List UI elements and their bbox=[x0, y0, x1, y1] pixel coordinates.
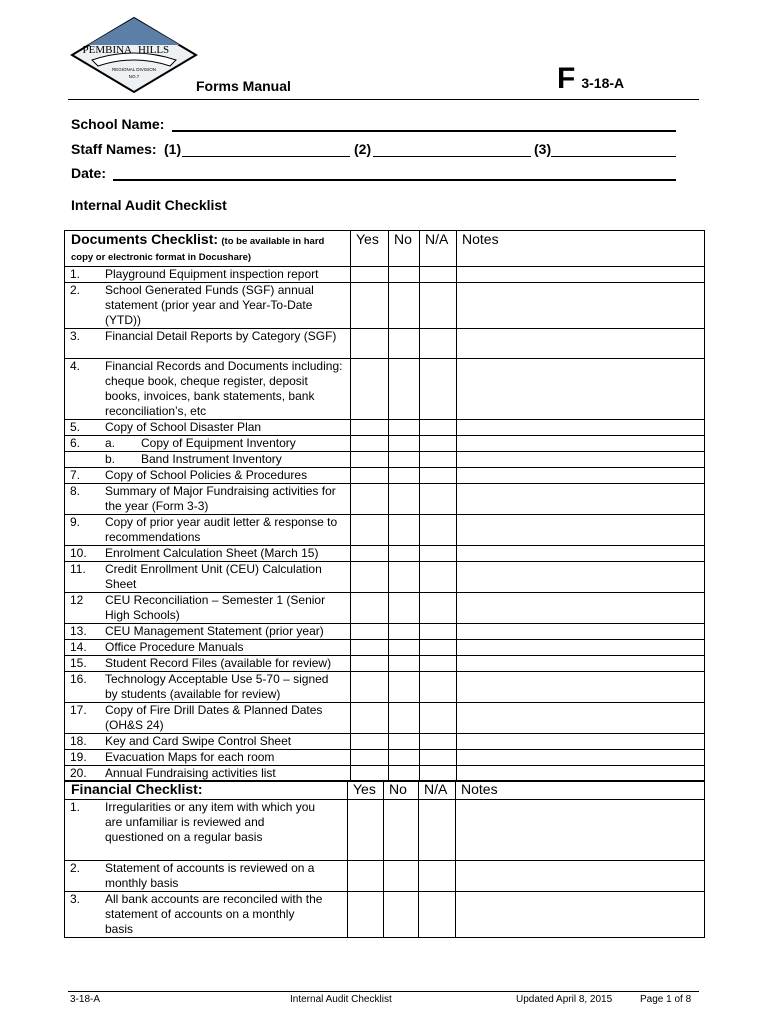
doc-no-cell[interactable] bbox=[389, 468, 420, 484]
col-na: N/A bbox=[420, 231, 457, 267]
fin-no-cell[interactable] bbox=[384, 800, 419, 861]
doc-notes-cell[interactable] bbox=[457, 672, 705, 703]
doc-no-cell[interactable] bbox=[389, 283, 420, 329]
fin-notes-cell[interactable] bbox=[456, 800, 705, 861]
doc-yes-cell[interactable] bbox=[351, 734, 389, 750]
doc-row bbox=[65, 484, 705, 515]
fin-item-number: 3. bbox=[70, 892, 81, 906]
doc-no-cell[interactable] bbox=[389, 750, 420, 766]
doc-item-number: 7. bbox=[70, 468, 81, 482]
doc-notes-cell[interactable] bbox=[457, 750, 705, 766]
doc-no-cell[interactable] bbox=[389, 484, 420, 515]
form-code bbox=[557, 62, 624, 96]
doc-item-number: 2. bbox=[70, 283, 81, 297]
doc-item bbox=[65, 750, 351, 766]
doc-notes-cell[interactable] bbox=[457, 546, 705, 562]
doc-notes-cell[interactable] bbox=[457, 452, 705, 468]
footer-page: Page 1 of 8 bbox=[640, 994, 692, 1005]
doc-row bbox=[65, 468, 705, 484]
doc-no-cell[interactable] bbox=[389, 452, 420, 468]
doc-notes-cell[interactable] bbox=[457, 624, 705, 640]
doc-row bbox=[65, 640, 705, 656]
doc-row bbox=[65, 546, 705, 562]
doc-item-number: 18. bbox=[70, 734, 87, 748]
documents-checklist-table bbox=[64, 230, 705, 782]
doc-yes-cell[interactable] bbox=[351, 593, 389, 624]
doc-item-number: 16. bbox=[70, 672, 87, 686]
school-name-field[interactable] bbox=[172, 130, 676, 132]
doc-row bbox=[65, 420, 705, 436]
form-letter: F bbox=[557, 62, 576, 95]
doc-item-number: 11. bbox=[70, 562, 86, 576]
doc-item-text: Band Instrument Inventory bbox=[141, 452, 282, 466]
doc-item-sub: b. bbox=[105, 452, 116, 466]
doc-yes-cell[interactable] bbox=[351, 420, 389, 436]
doc-item-number: 13. bbox=[70, 624, 87, 638]
doc-na-cell[interactable] bbox=[420, 672, 457, 703]
doc-row bbox=[65, 515, 705, 546]
doc-yes-cell[interactable] bbox=[351, 452, 389, 468]
fin-item-number: 1. bbox=[70, 800, 81, 814]
school-name-label: School Name: bbox=[71, 116, 165, 132]
doc-item-text: CEU Reconciliation – Semester 1 (Senior High Schools) bbox=[105, 593, 326, 622]
doc-notes-cell[interactable] bbox=[457, 267, 705, 283]
doc-yes-cell[interactable] bbox=[351, 267, 389, 283]
financial-checklist-header bbox=[65, 781, 348, 800]
financial-checklist-title: Financial Checklist: bbox=[71, 781, 203, 797]
doc-item-text: Copy of Equipment Inventory bbox=[141, 436, 296, 450]
doc-no-cell[interactable] bbox=[389, 329, 420, 359]
col-notes: Notes bbox=[457, 231, 705, 267]
doc-item bbox=[65, 267, 351, 283]
doc-na-cell[interactable] bbox=[420, 452, 457, 468]
doc-notes-cell[interactable] bbox=[457, 656, 705, 672]
doc-item bbox=[65, 420, 351, 436]
doc-na-cell[interactable] bbox=[420, 656, 457, 672]
doc-item-number: 12 bbox=[70, 593, 84, 607]
doc-notes-cell[interactable] bbox=[457, 468, 705, 484]
staff-names-label: Staff Names: bbox=[71, 141, 157, 157]
doc-notes-cell[interactable] bbox=[457, 703, 705, 734]
doc-item-number: 3. bbox=[70, 329, 81, 343]
doc-item bbox=[65, 546, 351, 562]
doc-na-cell[interactable] bbox=[420, 734, 457, 750]
doc-item-text: Copy of prior year audit letter & response to recommendations bbox=[105, 515, 338, 544]
doc-notes-cell[interactable] bbox=[457, 515, 705, 546]
fin-row bbox=[65, 800, 705, 861]
doc-notes-cell[interactable] bbox=[457, 329, 705, 359]
doc-yes-cell[interactable] bbox=[351, 546, 389, 562]
footer-code: 3-18-A bbox=[70, 994, 101, 1005]
doc-yes-cell[interactable] bbox=[351, 329, 389, 359]
doc-item-text: Evacuation Maps for each room bbox=[105, 750, 275, 764]
fin-no-cell[interactable] bbox=[384, 861, 419, 892]
header-divider bbox=[68, 99, 699, 100]
doc-notes-cell[interactable] bbox=[457, 484, 705, 515]
doc-notes-cell[interactable] bbox=[457, 734, 705, 750]
doc-na-cell[interactable] bbox=[420, 546, 457, 562]
doc-row bbox=[65, 283, 705, 329]
doc-row bbox=[65, 672, 705, 703]
form-number: 3-18-A bbox=[581, 75, 625, 91]
doc-na-cell[interactable] bbox=[420, 468, 457, 484]
fin-no-cell[interactable] bbox=[384, 892, 419, 938]
doc-na-cell[interactable] bbox=[420, 593, 457, 624]
doc-item bbox=[65, 436, 351, 452]
doc-no-cell[interactable] bbox=[389, 703, 420, 734]
doc-item-text: Office Procedure Manuals bbox=[105, 640, 244, 654]
doc-item bbox=[65, 593, 351, 624]
fin-yes-cell[interactable] bbox=[348, 892, 384, 938]
doc-row bbox=[65, 703, 705, 734]
date-label: Date: bbox=[71, 165, 107, 181]
doc-item bbox=[65, 640, 351, 656]
fin-item bbox=[65, 861, 348, 892]
fin-yes-cell[interactable] bbox=[348, 800, 384, 861]
doc-yes-cell[interactable] bbox=[351, 640, 389, 656]
doc-item-number: 8. bbox=[70, 484, 81, 498]
doc-item-text: Financial Detail Reports by Category (SGF) bbox=[105, 329, 337, 343]
checklist-title: Internal Audit Checklist bbox=[71, 197, 227, 213]
doc-item bbox=[65, 734, 351, 750]
doc-item-number: 15. bbox=[70, 656, 87, 670]
doc-no-cell[interactable] bbox=[389, 420, 420, 436]
doc-item-number: 17. bbox=[70, 703, 87, 717]
doc-row bbox=[65, 750, 705, 766]
fin-item bbox=[65, 800, 348, 861]
doc-na-cell[interactable] bbox=[420, 703, 457, 734]
doc-yes-cell[interactable] bbox=[351, 359, 389, 420]
staff-3-field[interactable] bbox=[551, 156, 676, 157]
doc-row bbox=[65, 436, 705, 452]
doc-notes-cell[interactable] bbox=[457, 640, 705, 656]
logo-text-4: NO.7 bbox=[128, 74, 140, 79]
doc-na-cell[interactable] bbox=[420, 750, 457, 766]
doc-item bbox=[65, 468, 351, 484]
doc-item bbox=[65, 283, 351, 329]
doc-item bbox=[65, 672, 351, 703]
doc-item-text: Student Record Files (available for review) bbox=[105, 656, 332, 670]
fin-na-cell[interactable] bbox=[419, 800, 456, 861]
doc-notes-cell[interactable] bbox=[457, 283, 705, 329]
doc-notes-cell[interactable] bbox=[457, 359, 705, 420]
fin-col-notes: Notes bbox=[456, 781, 705, 800]
doc-no-cell[interactable] bbox=[389, 546, 420, 562]
footer-divider bbox=[68, 991, 699, 992]
doc-item-text: School Generated Funds (SGF) annual statement (prior year and Year-To-Date (YTD)) bbox=[105, 283, 314, 327]
doc-item-number: 9. bbox=[70, 515, 81, 529]
logo-text-3: REGIONAL DIVISION bbox=[111, 67, 157, 72]
doc-notes-cell[interactable] bbox=[457, 593, 705, 624]
doc-na-cell[interactable] bbox=[420, 359, 457, 420]
doc-yes-cell[interactable] bbox=[351, 436, 389, 452]
fin-item-text: Irregularities or any item with which you are unfamiliar is reviewed and questioned on a regular basis bbox=[105, 800, 316, 844]
fin-row bbox=[65, 861, 705, 892]
doc-item-text: Playground Equipment inspection report bbox=[105, 267, 319, 281]
footer-title: Internal Audit Checklist bbox=[290, 994, 392, 1005]
doc-item bbox=[65, 562, 351, 593]
doc-na-cell[interactable] bbox=[420, 624, 457, 640]
doc-no-cell[interactable] bbox=[389, 593, 420, 624]
doc-item bbox=[65, 703, 351, 734]
doc-no-cell[interactable] bbox=[389, 734, 420, 750]
footer-updated: Updated April 8, 2015 bbox=[516, 994, 613, 1005]
doc-row bbox=[65, 267, 705, 283]
doc-yes-cell[interactable] bbox=[351, 703, 389, 734]
doc-row bbox=[65, 624, 705, 640]
doc-yes-cell[interactable] bbox=[351, 484, 389, 515]
staff-1-label: (1) bbox=[164, 141, 182, 157]
doc-na-cell[interactable] bbox=[420, 420, 457, 436]
doc-row bbox=[65, 734, 705, 750]
doc-row bbox=[65, 562, 705, 593]
documents-checklist-header bbox=[65, 231, 351, 267]
doc-no-cell[interactable] bbox=[389, 656, 420, 672]
doc-no-cell[interactable] bbox=[389, 267, 420, 283]
doc-item-text: CEU Management Statement (prior year) bbox=[105, 624, 324, 638]
doc-yes-cell[interactable] bbox=[351, 656, 389, 672]
date-field[interactable] bbox=[113, 179, 676, 181]
doc-no-cell[interactable] bbox=[389, 562, 420, 593]
fin-notes-cell[interactable] bbox=[456, 892, 705, 938]
doc-item-number: 10. bbox=[70, 546, 87, 560]
doc-item bbox=[65, 452, 351, 468]
staff-2-label: (2) bbox=[354, 141, 372, 157]
doc-row bbox=[65, 593, 705, 624]
doc-item-number: 19. bbox=[70, 750, 87, 764]
staff-2-field[interactable] bbox=[373, 156, 531, 157]
doc-na-cell[interactable] bbox=[420, 515, 457, 546]
col-no: No bbox=[389, 231, 420, 267]
documents-checklist-title: Documents Checklist: bbox=[71, 231, 219, 247]
doc-item-number: 5. bbox=[70, 420, 81, 434]
doc-item-text: Credit Enrollment Unit (CEU) Calculation Sheet bbox=[105, 562, 322, 591]
fin-row bbox=[65, 892, 705, 938]
fin-item bbox=[65, 892, 348, 938]
doc-yes-cell[interactable] bbox=[351, 672, 389, 703]
doc-no-cell[interactable] bbox=[389, 624, 420, 640]
doc-item-number: 14. bbox=[70, 640, 87, 654]
doc-item bbox=[65, 656, 351, 672]
doc-na-cell[interactable] bbox=[420, 267, 457, 283]
doc-item-text: Technology Acceptable Use 5-70 – signed by students (available for review) bbox=[105, 672, 329, 701]
staff-1-field[interactable] bbox=[182, 156, 350, 157]
doc-na-cell[interactable] bbox=[420, 283, 457, 329]
doc-yes-cell[interactable] bbox=[351, 468, 389, 484]
doc-na-cell[interactable] bbox=[420, 640, 457, 656]
doc-item-text: Summary of Major Fundraising activities for the year (Form 3-3) bbox=[105, 484, 336, 513]
doc-na-cell[interactable] bbox=[420, 484, 457, 515]
fin-item-text: All bank accounts are reconciled with the statement of accounts on a monthly basis bbox=[105, 892, 323, 936]
doc-row bbox=[65, 359, 705, 420]
staff-3-label: (3) bbox=[534, 141, 552, 157]
doc-item-text: Financial Records and Documents including: cheque book, cheque register, deposit books, invoices, bank statements, bank reconciliation’s, etc bbox=[105, 359, 343, 418]
financial-checklist-table bbox=[64, 780, 705, 938]
doc-item-text: Key and Card Swipe Control Sheet bbox=[105, 734, 292, 748]
doc-notes-cell[interactable] bbox=[457, 436, 705, 452]
logo-text-2: HILLS bbox=[138, 44, 170, 56]
doc-item-number: 20. bbox=[70, 766, 87, 780]
doc-item-number: 1. bbox=[70, 267, 81, 281]
doc-row bbox=[65, 329, 705, 359]
doc-yes-cell[interactable] bbox=[351, 750, 389, 766]
doc-item bbox=[65, 624, 351, 640]
fin-item-text: Statement of accounts is reviewed on a monthly basis bbox=[105, 861, 315, 890]
doc-item-text: Copy of School Policies & Procedures bbox=[105, 468, 308, 482]
col-yes: Yes bbox=[351, 231, 389, 267]
fin-na-cell[interactable] bbox=[419, 861, 456, 892]
doc-na-cell[interactable] bbox=[420, 436, 457, 452]
fin-col-yes: Yes bbox=[348, 781, 384, 800]
doc-no-cell[interactable] bbox=[389, 672, 420, 703]
fin-item-number: 2. bbox=[70, 861, 81, 875]
doc-item bbox=[65, 359, 351, 420]
fin-col-na: N/A bbox=[419, 781, 456, 800]
doc-item-number: 6. bbox=[70, 436, 81, 450]
doc-item-text: Enrolment Calculation Sheet (March 15) bbox=[105, 546, 319, 560]
fin-col-no: No bbox=[384, 781, 419, 800]
doc-item-sub: a. bbox=[105, 436, 116, 450]
doc-no-cell[interactable] bbox=[389, 640, 420, 656]
pembina-hills-logo bbox=[70, 16, 198, 94]
doc-yes-cell[interactable] bbox=[351, 562, 389, 593]
doc-yes-cell[interactable] bbox=[351, 515, 389, 546]
doc-notes-cell[interactable] bbox=[457, 562, 705, 593]
doc-item-text: Annual Fundraising activities list bbox=[105, 766, 276, 780]
doc-item-text: Copy of School Disaster Plan bbox=[105, 420, 262, 434]
doc-item bbox=[65, 484, 351, 515]
fin-notes-cell[interactable] bbox=[456, 861, 705, 892]
logo-text-1: PEMBINA bbox=[82, 44, 132, 56]
doc-no-cell[interactable] bbox=[389, 359, 420, 420]
doc-notes-cell[interactable] bbox=[457, 420, 705, 436]
doc-row bbox=[65, 452, 705, 468]
manual-title: Forms Manual bbox=[196, 78, 291, 94]
fin-yes-cell[interactable] bbox=[348, 861, 384, 892]
doc-yes-cell[interactable] bbox=[351, 624, 389, 640]
doc-row bbox=[65, 656, 705, 672]
doc-no-cell[interactable] bbox=[389, 436, 420, 452]
doc-item-number: 4. bbox=[70, 359, 81, 373]
doc-item bbox=[65, 515, 351, 546]
doc-na-cell[interactable] bbox=[420, 329, 457, 359]
fin-na-cell[interactable] bbox=[419, 892, 456, 938]
doc-yes-cell[interactable] bbox=[351, 283, 389, 329]
doc-item bbox=[65, 329, 351, 359]
doc-na-cell[interactable] bbox=[420, 562, 457, 593]
documents-checklist-subtitle: (to be available in hard copy or electronic format in Docushare) bbox=[71, 236, 325, 263]
doc-item-text: Copy of Fire Drill Dates & Planned Dates (OH&S 24) bbox=[105, 703, 323, 732]
doc-no-cell[interactable] bbox=[389, 515, 420, 546]
